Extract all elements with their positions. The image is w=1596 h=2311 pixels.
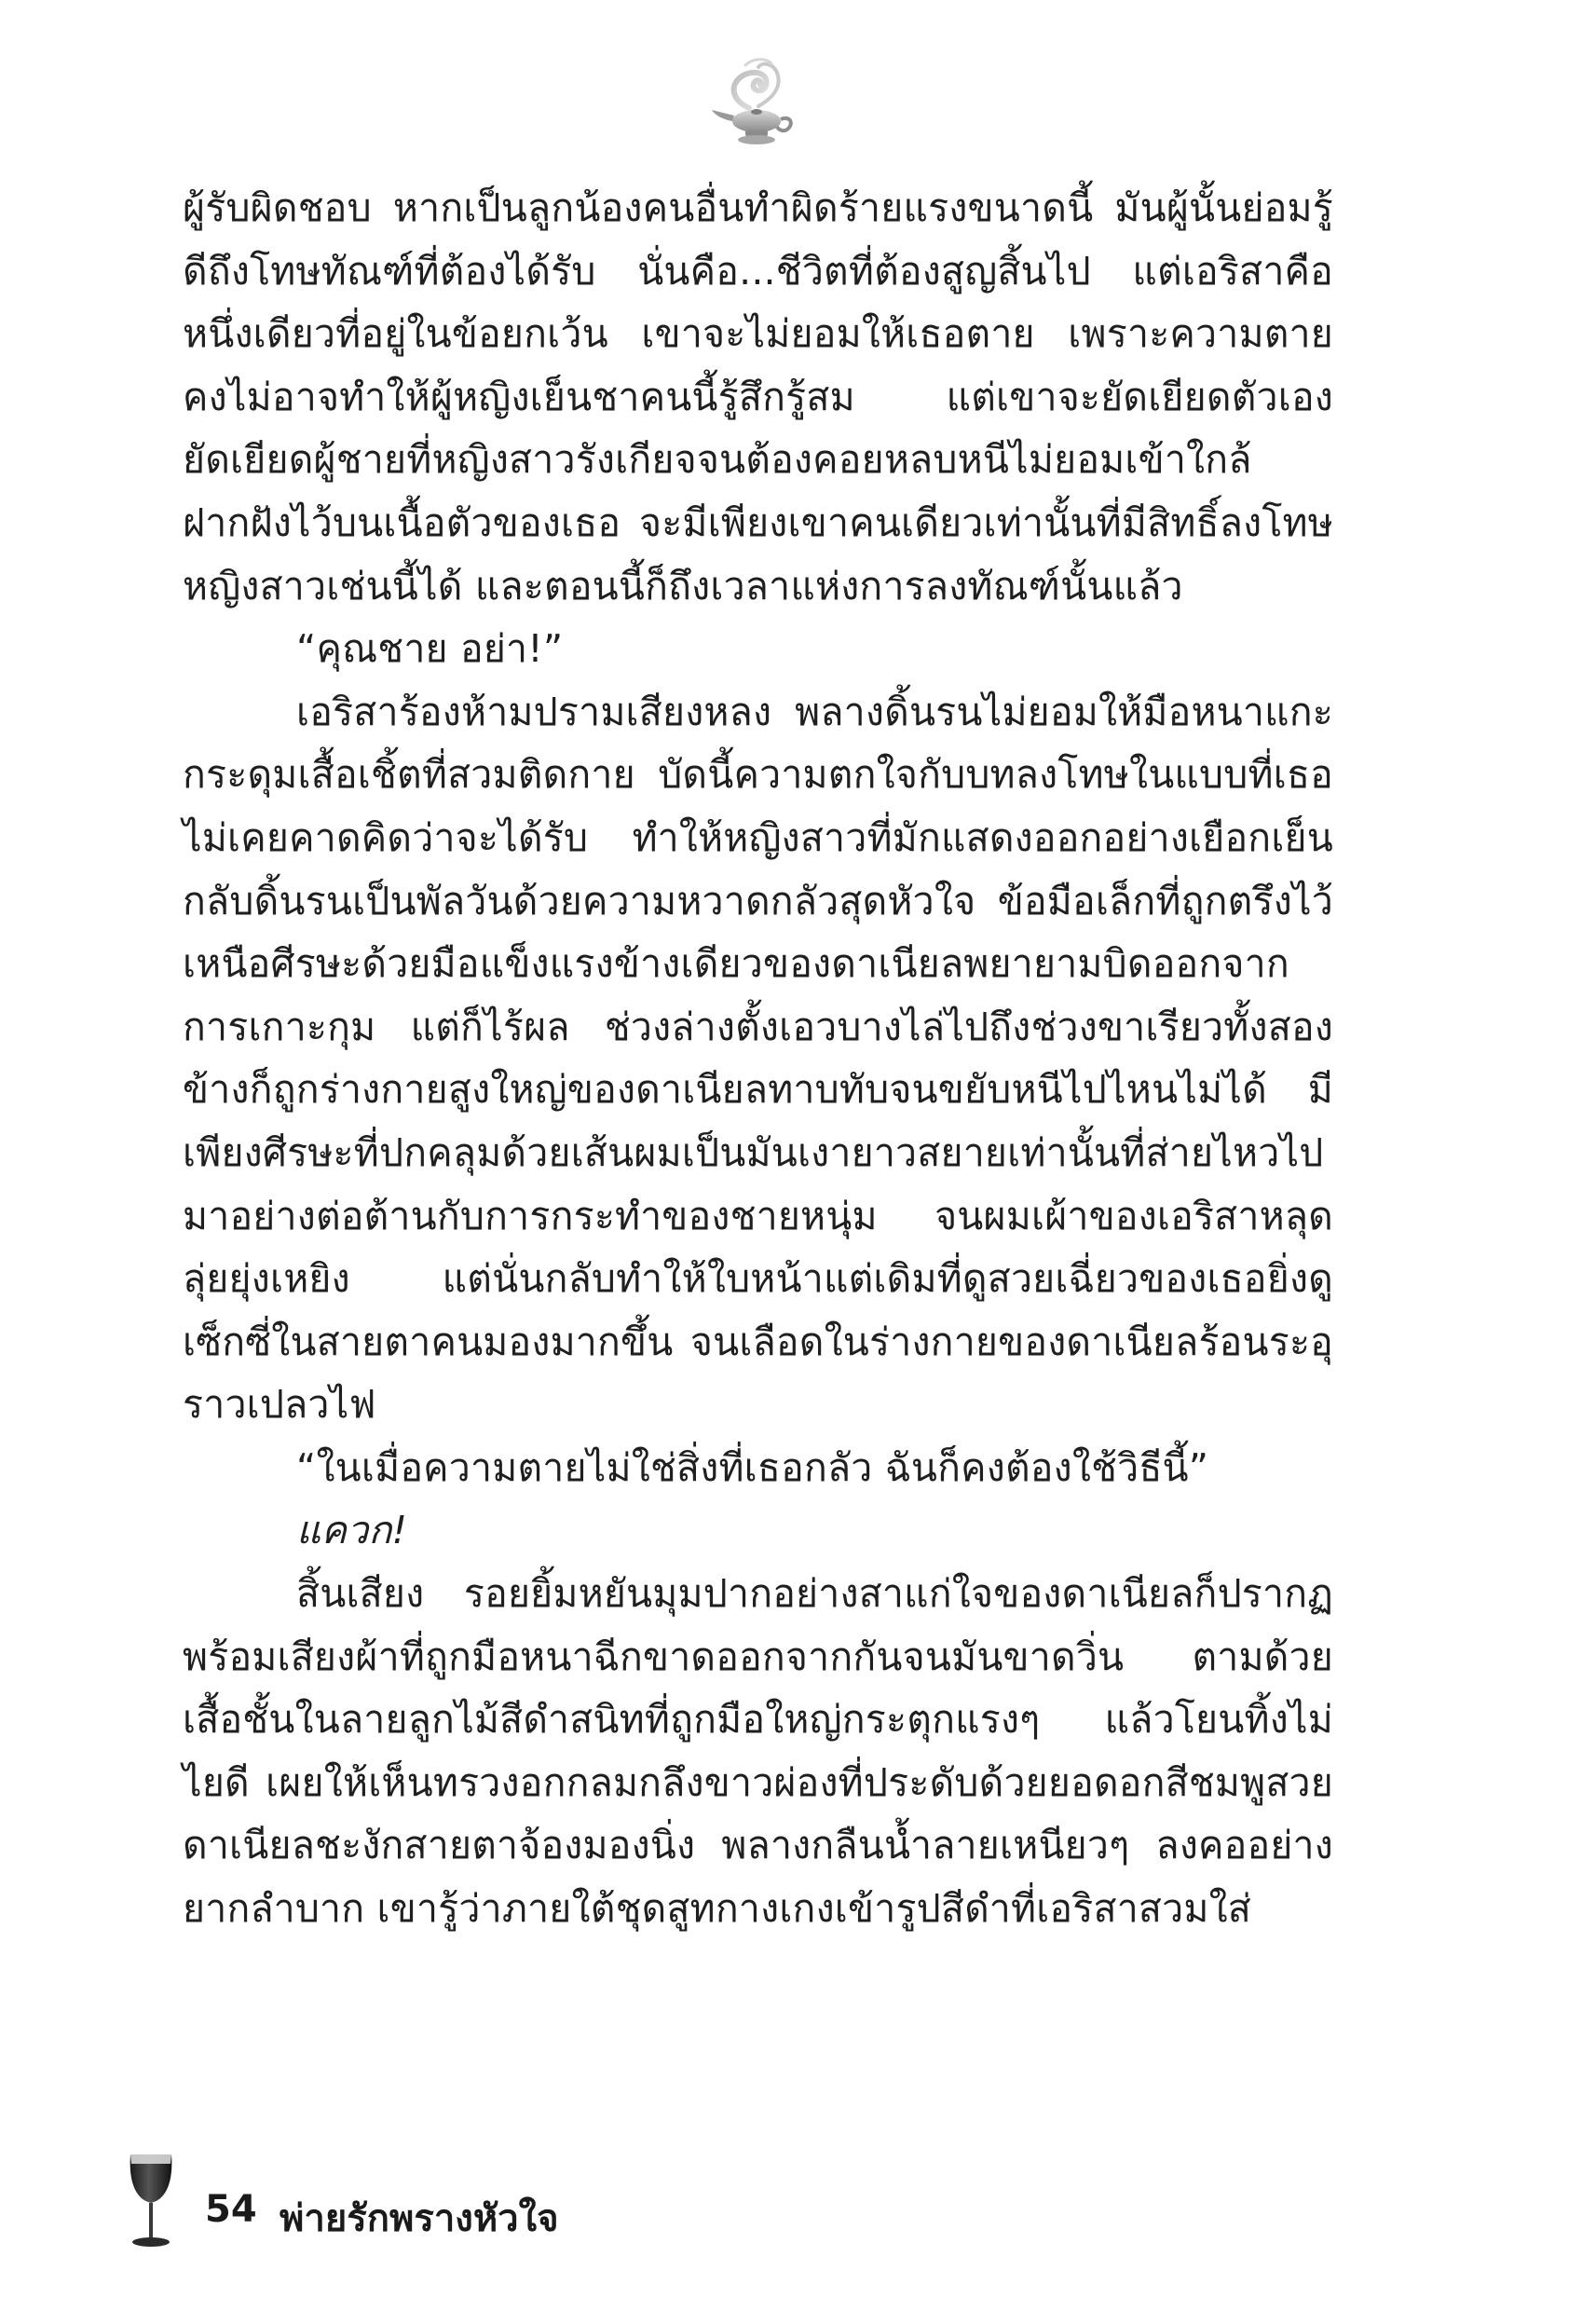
paragraph-continuation: ผู้รับผิดชอบ หากเป็นลูกน้องคนอื่นทำผิดร้ายแรงขนาดนี้ มันผู้นั้นย่อมรู้ดีถึงโทษทัณฑ์ที่ต้องได้รับ นั่นคือ...ชีวิตที่ต้องสูญสิ้นไป แต่เอริสาคือหนึ่งเดียวที่อยู่ในข้อยกเว้น เขาจะไม่ยอมให้เธอตาย เพราะความตายคงไม่อาจทำให้ผู้หญิงเย็นชาคนนี้รู้สึกรู้สม แต่เขาจะยัดเยียดตัวเองยัดเยียดผู้ชายที่หญิงสาวรังเกียจจนต้องคอยหลบหนีไม่ยอมเข้าใกล้ฝากฝังไว้บนเนื้อตัวของเธอ จะมีเพียงเขาคนเดียวเท่านั้นที่มีสิทธิ์ลงโทษหญิงสาวเช่นนี้ได้ และตอนนี้ก็ถึงเวลาแห่งการลงทัณฑ์นั้นแล้ว xyxy=(183,185,1333,609)
body-text xyxy=(183,177,1333,1941)
dialog-line: “คุณชาย อย่า!” xyxy=(296,626,564,672)
page-number: 54 xyxy=(205,2188,257,2231)
page-footer xyxy=(125,2151,777,2253)
sound-effect: แควก! xyxy=(296,1508,408,1553)
paragraph: สิ้นเสียง รอยยิ้มหยันมุมปากอย่างสาแก่ใจของดาเนียลก็ปรากฏพร้อมเสียงผ้าที่ถูกมือหนาฉีกขาดออกจากกันจนมันขาดวิ่น ตามด้วยเสื้อชั้นในลายลูกไม้สีดำสนิทที่ถูกมือใหญ่กระตุกแรงๆ แล้วโยนทิ้งไม่ไยดี เผยให้เห็นทรวงอกกลมกลึงขาวผ่องที่ประดับด้วยยอดอกสีชมพูสวย ดาเนียลชะงักสายตาจ้องมองนิ่ง พลางกลืนน้ำลายเหนียวๆ ลงคออย่างยากลำบาก เขารู้ว่าภายใต้ชุดสูทกางเกงเข้ารูปสีดำที่เอริสาสวมใส่ xyxy=(183,1571,1333,1932)
paragraph: เอริสาร้องห้ามปรามเสียงหลง พลางดิ้นรนไม่ยอมให้มือหนาแกะกระดุมเสื้อเชิ้ตที่สวมติดกาย บัดนี้ความตกใจกับบทลงโทษในแบบที่เธอไม่เคยคาดคิดว่าจะได้รับ ทำให้หญิงสาวที่มักแสดงออกอย่างเยือกเย็นกลับดิ้นรนเป็นพัลวันด้วยความหวาดกลัวสุดหัวใจ ข้อมือเล็กที่ถูกตรึงไว้เหนือศีรษะด้วยมือแข็งแรงข้างเดียวของดาเนียลพยายามบิดออกจากการเกาะกุม แต่ก็ไร้ผล ช่วงล่างตั้งเอวบางไล่ไปถึงช่วงขาเรียวทั้งสองข้างก็ถูกร่างกายสูงใหญ่ของดาเนียลทาบทับจนขยับหนีไปไหนไม่ได้ มีเพียงศีรษะที่ปกคลุมด้วยเส้นผมเป็นมันเงายาวสยายเท่านั้นที่ส่ายไหวไปมาอย่างต่อต้านกับการกระทำของชายหนุ่ม จนผมเผ้าของเอริสาหลุดลุ่ยยุ่งเหยิง แต่นั่นกลับทำให้ใบหน้าแต่เดิมที่ดูสวยเฉี่ยวของเธอยิ่งดูเซ็กซี่ในสายตาคนมองมากขึ้น จนเลือดในร่างกายของดาเนียลร้อนระอุราวเปลวไฟ xyxy=(183,689,1333,1428)
genie-lamp-icon xyxy=(704,54,807,157)
book-title: พ่ายรักพรางหัวใจ xyxy=(280,2197,559,2240)
wine-glass-icon xyxy=(125,2151,177,2253)
dialog-line: “ในเมื่อความตายไม่ใช่สิ่งที่เธอกลัว ฉันก็คงต้องใช้วิธีนี้” xyxy=(296,1444,1209,1490)
